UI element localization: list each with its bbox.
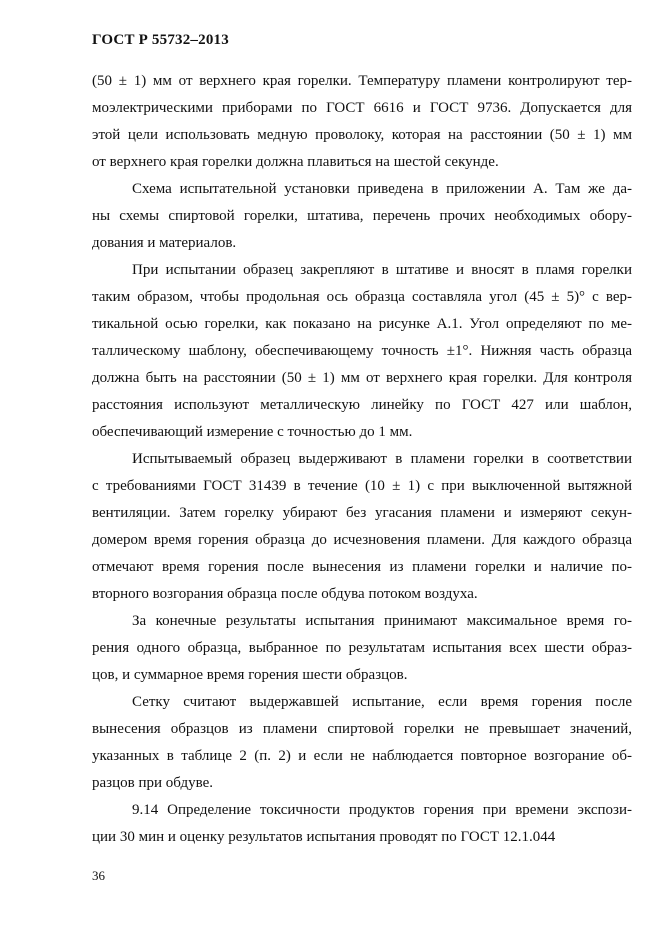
text-line: должна быть на расстоянии (50 ± 1) мм от верхнего края горелки. Для контроля [92,370,632,386]
text-line: (50 ± 1) мм от верхнего края горелки. Температуру пламени контролируют тер- [92,73,632,89]
body-paragraph [92,257,632,446]
text-line: с требованиями ГОСТ 31439 в течение (10 ± 1) с при выключенной вытяжной [92,478,632,494]
text-line: Схема испытательной установки приведена в приложении А. Там же да- [132,181,632,197]
text-line: разцов при обдуве. [92,775,214,791]
text-line: Испытываемый образец выдерживают в пламени горелки в соответствии [132,451,632,467]
body-paragraph [92,446,632,608]
text-line: вентиляции. Затем горелку убирают без угасания пламени и измеряют секун- [92,505,632,521]
body-paragraph [92,689,632,797]
body-paragraph [92,608,632,689]
text-line: ны схемы спиртовой горелки, штатива, перечень прочих необходимых обору- [92,208,632,224]
text-line: рения одного образца, выбранное по результатам испытания всех шести образ- [92,640,632,656]
body-paragraph [92,176,632,257]
body-paragraph [92,797,632,851]
text-line: тикальной осью горелки, как показано на рисунке А.1. Угол определяют по ме- [92,316,632,332]
text-line: отмечают время горения после вынесения из пламени горелки и наличие по- [92,559,632,575]
text-line: дования и материалов. [92,235,237,251]
text-line: таллическому шаблону, обеспечивающему точность ±1°. Нижняя часть образца [92,343,632,359]
page-header-standard-number: ГОСТ Р 55732–2013 [92,32,229,48]
text-line: моэлектрическими приборами по ГОСТ 6616 и ГОСТ 9736. Допускается для [92,100,632,116]
text-line: При испытании образец закрепляют в штативе и вносят в пламя горелки [132,262,632,278]
page-number: 36 [92,868,105,883]
body-paragraph [92,68,632,176]
text-line: обеспечивающий измерение с точностью до 1 мм. [92,424,413,440]
text-line: Сетку считают выдержавшей испытание, если время горения после [132,694,632,710]
text-line: таким образом, чтобы продольная ось образца составляла угол (45 ± 5)° с вер- [92,289,632,305]
text-line: 9.14 Определение токсичности продуктов горения при времени экспози- [132,802,632,818]
document-body [92,68,632,851]
text-line: ции 30 мин и оценку результатов испытания проводят по ГОСТ 12.1.044 [92,829,556,845]
text-line: домером время горения образца до исчезновения пламени. Для каждого образца [92,532,632,548]
text-line: вынесения образцов из пламени спиртовой горелки не превышает значений, [92,721,632,737]
text-line: За конечные результаты испытания принимают максимальное время го- [132,613,632,629]
text-line: цов, и суммарное время горения шести образцов. [92,667,408,683]
text-line: расстояния используют металлическую линейку по ГОСТ 427 или шаблон, [92,397,632,413]
text-line: от верхнего края горелки должна плавиться на шестой секунде. [92,154,499,170]
text-line: этой цели использовать медную проволоку, которая на расстоянии (50 ± 1) мм [92,127,632,143]
text-line: вторного возгорания образца после обдува потоком воздуха. [92,586,478,602]
text-line: указанных в таблице 2 (п. 2) и если не наблюдается повторное возгорание об- [92,748,632,764]
